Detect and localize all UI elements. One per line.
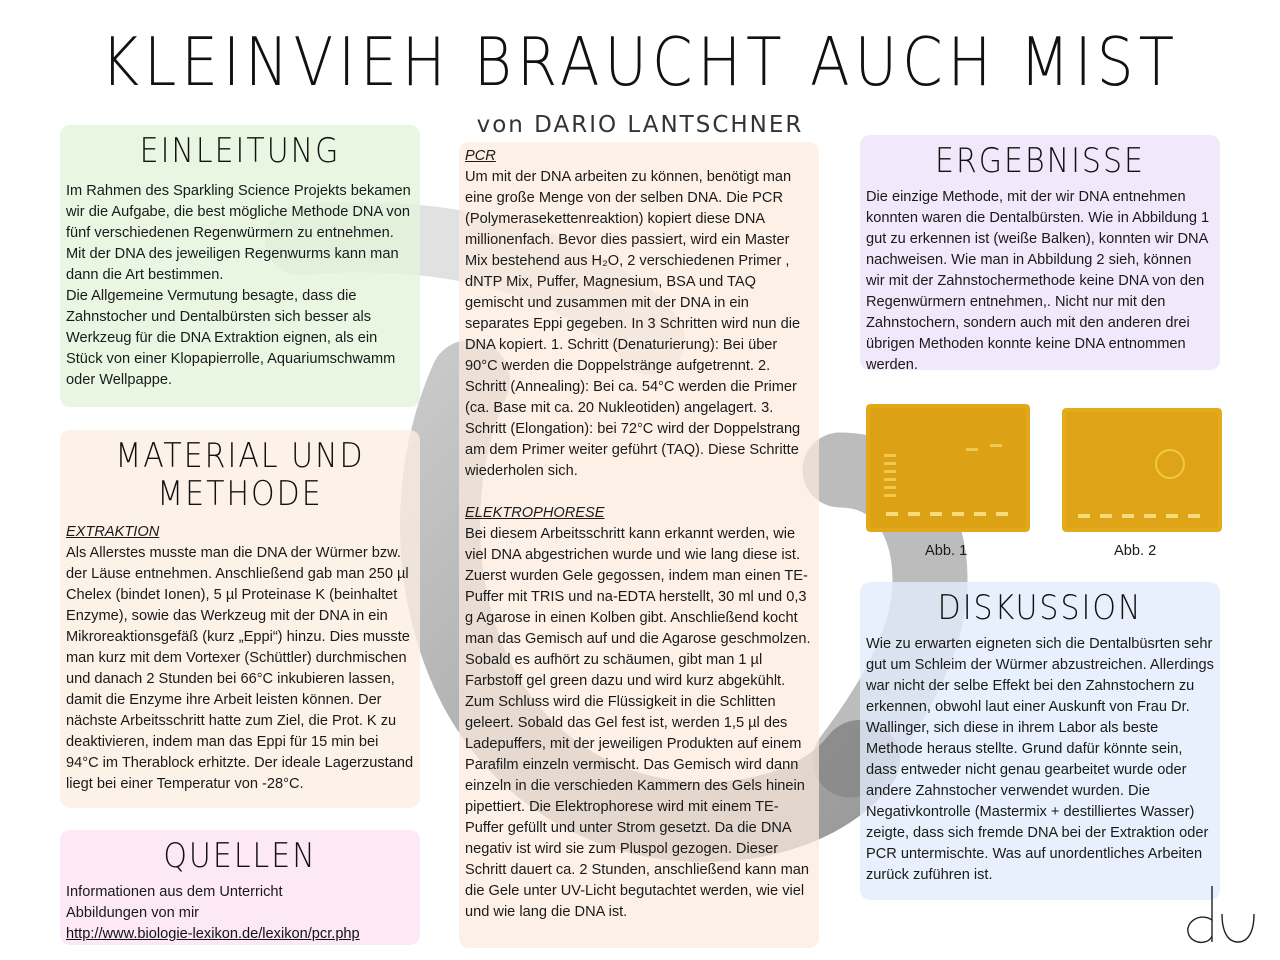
elektrophorese-text: Bei diesem Arbeitsschritt kann erkannt werden, wie viel DNA abgestrichen wurde und wie lang diese ist. Zuerst wurden Gele gegossen, indem man einen TE-Puffer mit TRIS und na-EDTA herstellt, 30 ml und 0,3 g Agarose in einen Kolben gibt. Anschließend kocht man das Gemisch auf und die Agarose geschmolzen. Sobald es aufhört zu schäumen, gibt man 1 µl Farbstoff gel green dazu und wird kurz abgekühlt. Zum Schluss wird die Flüssigkeit in die Schlitten geleert. Sobald das Gel fest ist, werden 1,5 µl des Ladepuffers, mit der jeweiligen Produkten auf einem Parafilm einzeln vermischt. Das Gemisch wird dann einzeln in die verschieden Kammern des Gels hinein pipettiert. Die Elektrophorese wird mit einem TE-Puffer gefüllt und unter Strom gesetzt. Da die DNA negativ ist wird sie zum Pluspol gezogen. Dieser Schritt dauert ca. 2 Stunden, anschließend kann man die Gele unter UV-Licht begutachtet werden, wie viel und wie lang die DNA ist.: [465, 526, 811, 920]
abb1-caption: Abb. 1: [925, 543, 968, 559]
quellen-line-1: Informationen aus dem Unterricht: [66, 884, 283, 900]
pcr-subheading: PCR: [465, 148, 496, 164]
diskussion-section: [860, 582, 1220, 900]
material-heading-line2: METHODE: [157, 474, 323, 515]
pcr-text: Um mit der DNA arbeiten zu können, benötigt man eine große Menge von der selben DNA. Die PCR (Polymerasekettenreaktion) kopiert diese DNA millionenfach. Bevor dies passiert, wird ein Master Mix bestehend aus H₂O, 2 verschiedenen Primer , dNTP Mix, Puffer, Magnesium, BSA und TAQ gemischt und zusammen mit der DNA in ein separates Eppi gegeben. In 3 Schritten wird nun die DNA kopiert. 1. Schritt (Denaturierung): Bei über 90°C werden die Doppelstränge aufgetrennt. 2. Schritt (Annealing): Bei ca. 54°C werden die Primer (ca. Base mit ca. 20 Nukleotiden) angelagert. 3. Schritt (Elongation): bei 72°C wird der Doppelstrang am dem Primer weiter geführt (TAQ). Diese Schritte wiederholen sich.: [465, 169, 801, 479]
extraktion-text: Als Allerstes musste man die DNA der Würmer bzw. der Läuse entnehmen. Anschließend gab man 250 µl Chelex (bindet Ionen), 5 µl Proteinase K (beinhaltet Enzyme), sowie das Werkzeug mit der DNA in ein Mikroreaktionsgefäß (kurz „Eppi“) hinzu. Dies musste man kurz mit dem Vortexer (Schüttler) durchmischen und danach 2 Stunden bei 66°C inkubieren lassen, damit die Enzyme ihre Arbeit leisten können. Der nächste Arbeitsschritt hatte zum Ziel, die Prot. K zu deaktivieren, indem man das Eppi für 15 min bei 94°C im Therablock erhitzte. Der ideale Lagerzustand liegt bei einer Temperatur von -28°C.: [66, 545, 414, 792]
einleitung-text-2: Die Allgemeine Vermutung besagte, dass die Zahnstocher und Dentalbürsten sich besser als Werkzeug für die DNA Extraktion eignen, als ein Stück von einer Klopapierrolle, Aquariumschwamm oder Wellpappe.: [66, 288, 396, 388]
einleitung-heading: EINLEITUNG: [139, 131, 341, 172]
quellen-heading: QUELLEN: [163, 836, 317, 877]
ergebnisse-text: Die einzige Methode, mit der wir DNA entnehmen konnten waren die Dentalbürsten. Wie in Abbildung 1 gut zu erkennen ist (weiße Balken), konnten wir DNA nachweisen. Wie man in Abbildung 2 sieh, können wir mit der Zahnstochermethode keine DNA von den Regenwürmern entnehmen,. Nicht nur mit den Zahnstochern, sondern auch mit den anderen drei übrigen Methoden konnte keine DNA entnommen werden.: [866, 189, 1210, 373]
quellen-line-2: Abbildungen von mir: [66, 905, 200, 921]
ergebnisse-heading: ERGEBNISSE: [935, 141, 1145, 182]
elektrophorese-subheading: ELEKTROPHORESE: [465, 505, 605, 521]
author-name: DARIO LANTSCHNER: [534, 112, 804, 138]
ergebnisse-section: [860, 135, 1220, 373]
author-signature-logo: [1182, 884, 1262, 950]
einleitung-text-1: Im Rahmen des Sparkling Science Projekts bekamen wir die Aufgabe, die best mögliche Methode DNA von fünf verschiedenen Regenwürmern zu entnehmen. Mit der DNA des jeweiligen Regenwurms kann man dann die Art bestimmen.: [66, 183, 411, 283]
gel-image-abb1: [866, 404, 1030, 532]
diskussion-heading: DISKUSSION: [937, 588, 1143, 629]
einleitung-section: [60, 125, 420, 407]
author-prefix: von: [476, 112, 525, 138]
quellen-section: [60, 830, 420, 945]
abb2-caption: Abb. 2: [1114, 543, 1157, 559]
methods-section: [459, 142, 819, 948]
diskussion-text: Wie zu erwarten eigneten sich die Dentalbüsrten sehr gut um Schleim der Würmer abzustreichen. Allerdings war nicht der selbe Effekt bei den Zahnstochern zu erkennen, obwohl laut einer Auskunft von Frau Dr. Wallinger, sich diese in ihrem Labor als beste Methode heraus stellte. Grund dafür könnte sein, dass entweder nicht genau gearbeitet wurde oder andere Zahnstocher verwendet wurden. Die Negativkontrolle (Mastermix + destilliertes Wasser) zeigte, dass sich fremde DNA bei der Extraktion oder PCR untermischte. Was auf unordentliches Arbeiten zurück zuführen ist.: [866, 636, 1214, 883]
poster-author: [440, 112, 840, 138]
gel-image-abb2: [1062, 408, 1222, 532]
poster-title: KLEINVIEH BRAUCHT AUCH MIST: [100, 22, 1180, 102]
quellen-link[interactable]: http://www.biologie-lexikon.de/lexikon/pcr.php: [66, 926, 360, 942]
material-heading-line1: MATERIAL UND: [115, 436, 365, 477]
material-section: [60, 430, 420, 808]
extraktion-subheading: EXTRAKTION: [66, 524, 160, 540]
